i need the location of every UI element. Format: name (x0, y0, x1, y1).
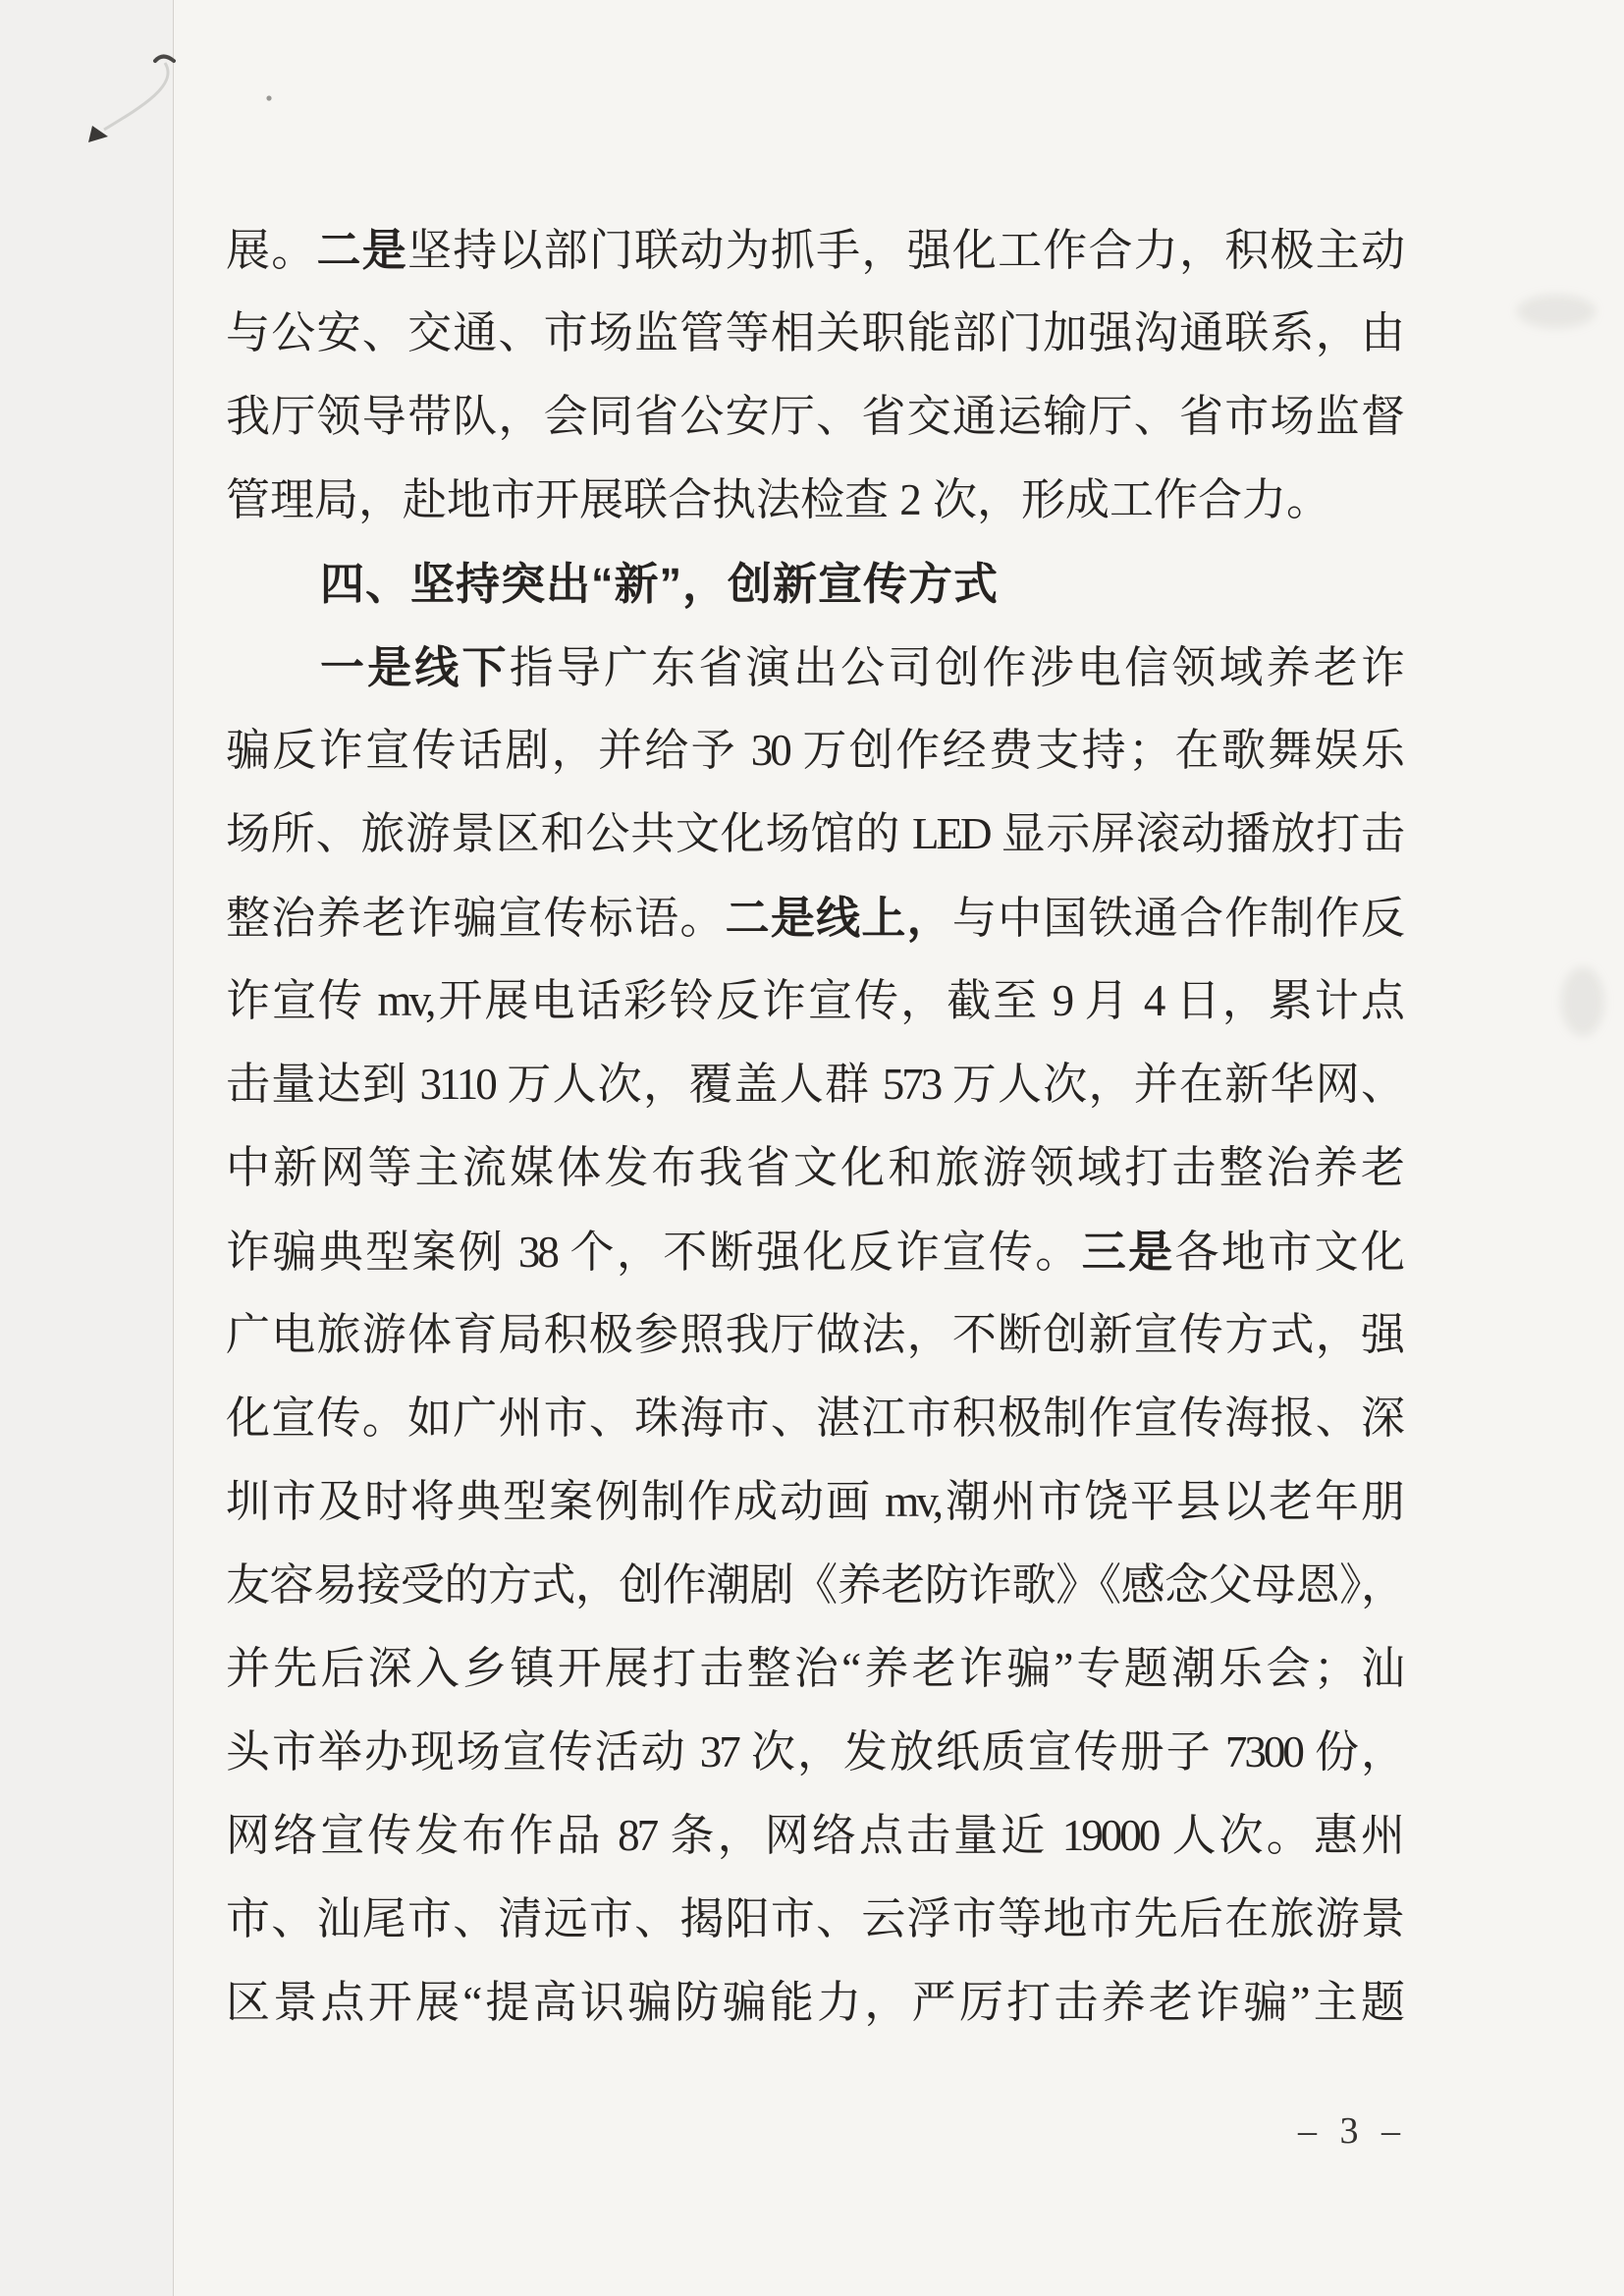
emphasis-text: 二是 (316, 225, 407, 275)
body-text: 诈骗典型案例 38 个，不断强化反诈宣传。 (226, 1228, 1082, 1277)
text-line (226, 1961, 1402, 2045)
text-line (226, 292, 1402, 375)
body-text: 各地市文化 (1174, 1228, 1402, 1277)
scan-smudge (1517, 295, 1596, 328)
text-line (226, 793, 1402, 876)
emphasis-text: 二是线上， (725, 893, 952, 943)
text-line (226, 208, 1402, 292)
paper-edge-strip (0, 0, 173, 2296)
body-text: 击量达到 3110 万人次，覆盖人群 573 万人次，并在新华网、 (226, 1060, 1402, 1109)
body-text: 与中国铁通合作制作反 (951, 894, 1402, 943)
text-line (226, 1043, 1402, 1126)
text-line (226, 709, 1402, 793)
text-line (226, 1377, 1402, 1460)
text-line (226, 1126, 1402, 1210)
pen-mark (49, 39, 304, 167)
body-text: 中新网等主流媒体发布我省文化和旅游领域打击整治养老 (226, 1143, 1402, 1192)
body-text: 管理局，赴地市开展联合执法检查 2 次，形成工作合力。 (226, 475, 1331, 524)
text-line (226, 1460, 1402, 1544)
text-line (226, 1293, 1402, 1377)
text-line (226, 1544, 1402, 1627)
scan-fold-line (173, 0, 174, 2296)
body-text: 网络宣传发布作品 87 条，网络点击量近 19000 人次。惠州 (226, 1811, 1402, 1860)
body-text: 友容易接受的方式，创作潮剧《养老防诈歌》《感念父母恩》， (226, 1560, 1402, 1610)
text-line (226, 959, 1402, 1043)
body-text: 圳市及时将典型案例制作成动画 mv,潮州市饶平县以老年朋 (226, 1477, 1402, 1526)
text-line (226, 876, 1402, 959)
emphasis-text: 三是 (1081, 1227, 1175, 1277)
body-text: 区景点开展“提高识骗防骗能力，严厉打击养老诈骗”主题 (226, 1978, 1402, 2027)
body-text: 展。 (226, 226, 317, 275)
text-line (226, 459, 1402, 542)
text-line (226, 375, 1402, 459)
text-line (226, 1878, 1402, 1961)
text-line (226, 1794, 1402, 1878)
body-text: 坚持以部门联动为抓手，强化工作合力，积极主动 (406, 226, 1402, 275)
body-text: 骗反诈宣传话剧，并给予 30 万创作经费支持；在歌舞娱乐 (226, 726, 1402, 775)
section-heading (226, 542, 1402, 626)
body-text: 广电旅游体育局积极参照我厅做法，不断创新宣传方式，强 (226, 1310, 1402, 1359)
body-text: 并先后深入乡镇开展打击整治“养老诈骗”专题潮乐会；汕 (226, 1644, 1402, 1693)
emphasis-text: 四、坚持突出“新”，创新宣传方式 (320, 559, 1000, 609)
text-line (226, 1210, 1402, 1293)
scan-smudge (1561, 967, 1604, 1036)
body-text: 场所、旅游景区和公共文化场馆的 LED 显示屏滚动播放打击 (226, 809, 1402, 858)
body-text: 与公安、交通、市场监管等相关职能部门加强沟通联系，由 (226, 308, 1402, 357)
body-text: 化宣传。如广州市、珠海市、湛江市积极制作宣传海报、深 (226, 1394, 1402, 1443)
body-text: 诈宣传 mv,开展电话彩铃反诈宣传，截至 9 月 4 日，累计点 (226, 976, 1402, 1025)
emphasis-text: 一是线下 (320, 642, 510, 692)
page-number: – 3 – (1298, 2110, 1407, 2152)
text-line (226, 1711, 1402, 1794)
body-text: 整治养老诈骗宣传标语。 (226, 894, 726, 943)
body-text: 指导广东省演出公司创作涉电信领域养老诈 (509, 643, 1402, 692)
text-line (226, 626, 1402, 709)
document-body (226, 208, 1402, 2045)
text-line (226, 1627, 1402, 1711)
body-text: 头市举办现场宣传活动 37 次，发放纸质宣传册子 7300 份， (226, 1727, 1402, 1777)
body-text: 我厅领导带队，会同省公安厅、省交通运输厅、省市场监督 (226, 392, 1402, 441)
body-text: 市、汕尾市、清远市、揭阳市、云浮市等地市先后在旅游景 (226, 1894, 1402, 1943)
